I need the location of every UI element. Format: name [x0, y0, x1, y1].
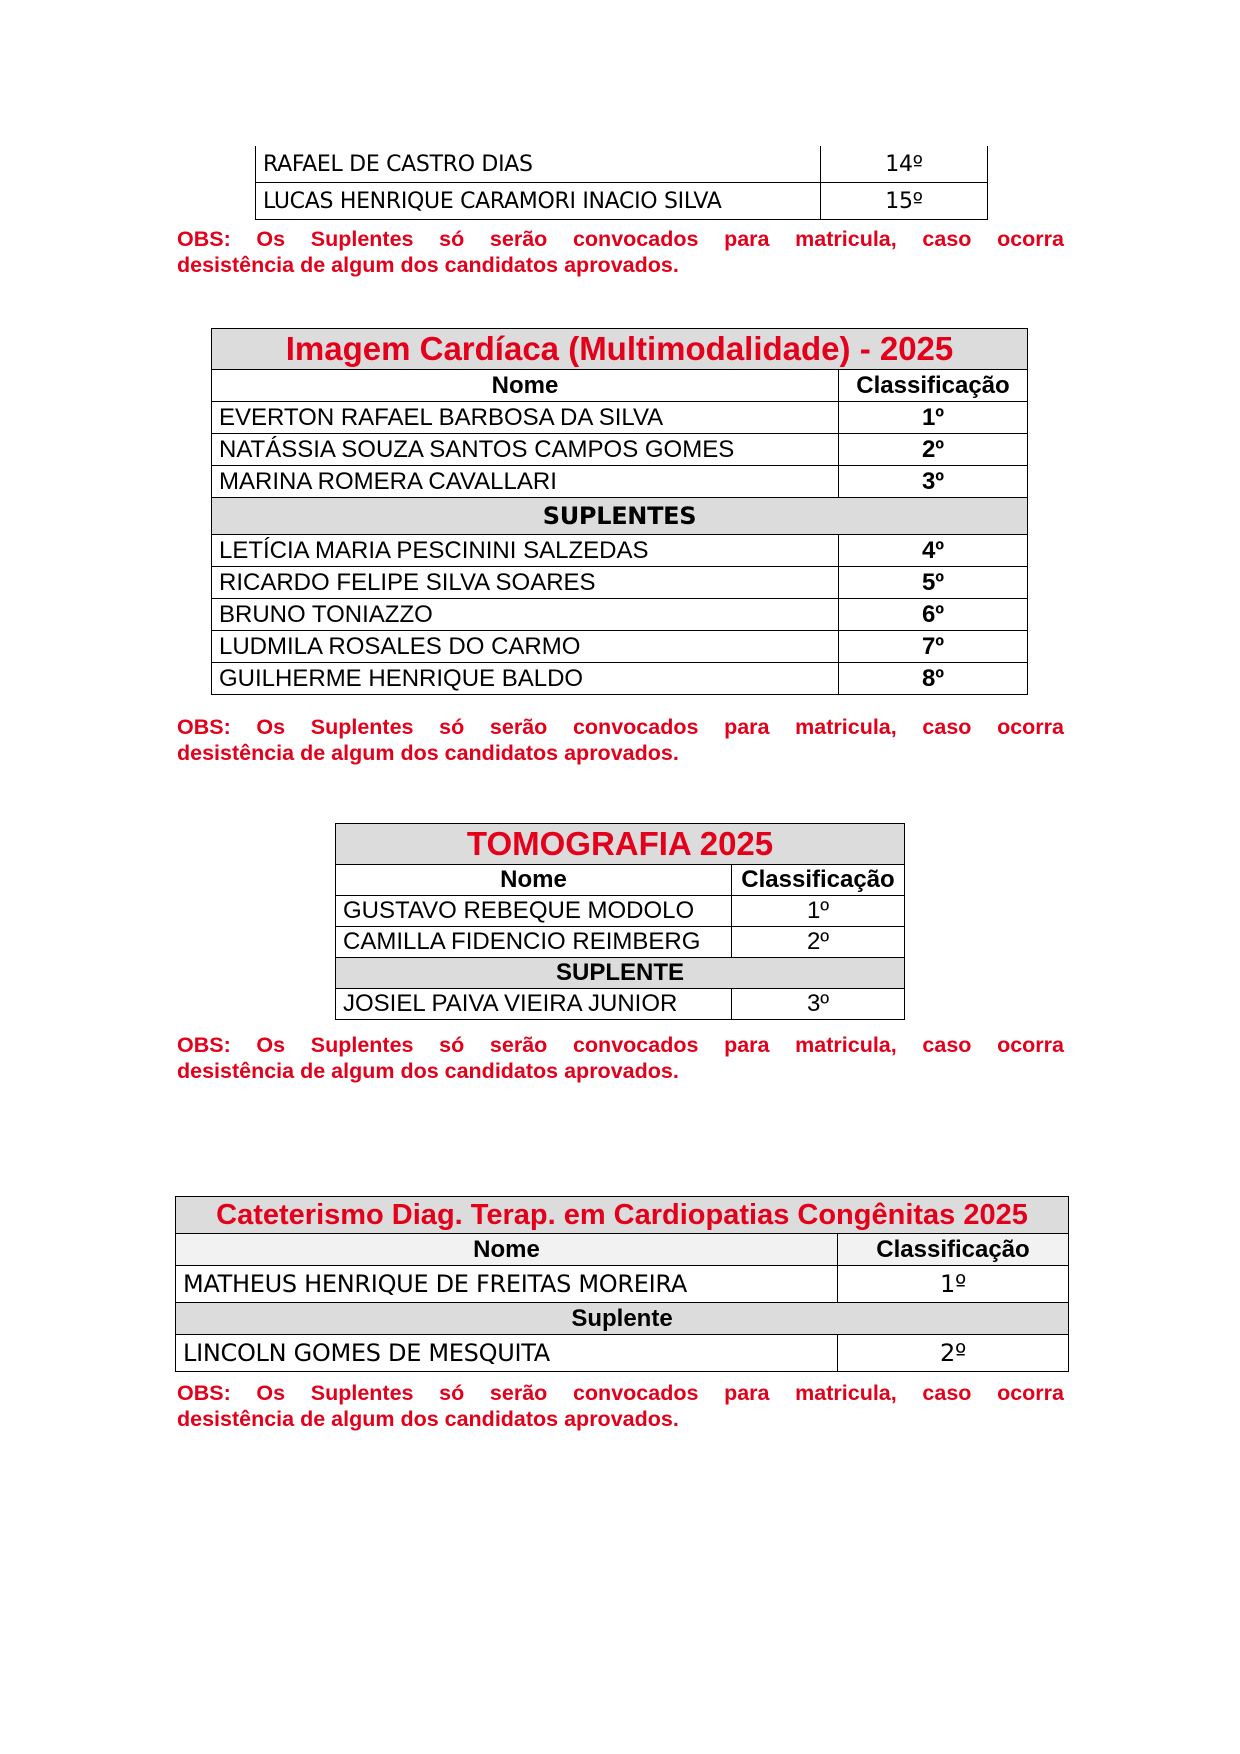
candidate-name: RAFAEL DE CASTRO DIAS: [256, 146, 821, 183]
table-row: [212, 466, 1028, 498]
table-row: [336, 927, 905, 958]
candidate-name: LUCAS HENRIQUE CARAMORI INACIO SILVA: [256, 183, 821, 220]
candidate-rank: 8º: [839, 663, 1028, 695]
candidate-name: GUSTAVO REBEQUE MODOLO: [336, 896, 732, 927]
obs-line-2: desistência de algum dos candidatos aprovados.: [177, 741, 679, 765]
column-header-name: Nome: [212, 370, 839, 402]
table-row: [336, 896, 905, 927]
obs-line-2: desistência de algum dos candidatos aprovados.: [177, 1407, 679, 1431]
candidate-name: NATÁSSIA SOUZA SANTOS CAMPOS GOMES: [212, 434, 839, 466]
candidate-name: MARINA ROMERA CAVALLARI: [212, 466, 839, 498]
table-row: [336, 989, 905, 1020]
column-header-rank: Classificação: [838, 1234, 1069, 1266]
table-header-row: [212, 370, 1028, 402]
obs-line-1: OBS: Os Suplentes só serão convocados para matricula, caso ocorra: [177, 1033, 1064, 1057]
column-header-rank: Classificação: [732, 865, 905, 896]
candidate-name: GUILHERME HENRIQUE BALDO: [212, 663, 839, 695]
candidate-name: LUDMILA ROSALES DO CARMO: [212, 631, 839, 663]
candidate-rank: 2º: [839, 434, 1028, 466]
candidate-name: JOSIEL PAIVA VIEIRA JUNIOR: [336, 989, 732, 1020]
candidate-rank: 1º: [732, 896, 905, 927]
candidate-rank: 5º: [839, 567, 1028, 599]
ranking-table-continuation: [255, 146, 988, 220]
obs-line-2: desistência de algum dos candidatos aprovados.: [177, 253, 679, 277]
column-header-name: Nome: [336, 865, 732, 896]
table-row: [256, 183, 988, 220]
table-header-row: [336, 865, 905, 896]
candidate-name: MATHEUS HENRIQUE DE FREITAS MOREIRA: [176, 1266, 838, 1303]
candidate-name: LETÍCIA MARIA PESCININI SALZEDAS: [212, 535, 839, 567]
table-row: [176, 1335, 1069, 1372]
candidate-rank: 2º: [732, 927, 905, 958]
table-row: [212, 663, 1028, 695]
table-row: [256, 146, 988, 183]
candidate-rank: 3º: [839, 466, 1028, 498]
table-row: [212, 567, 1028, 599]
suplentes-header: SUPLENTE: [336, 958, 905, 989]
table-row: [212, 631, 1028, 663]
candidate-rank: 4º: [839, 535, 1028, 567]
obs-line-1: OBS: Os Suplentes só serão convocados para matricula, caso ocorra: [177, 715, 1064, 739]
table-row: [212, 535, 1028, 567]
obs-line-2: desistência de algum dos candidatos aprovados.: [177, 1059, 679, 1083]
column-header-name: Nome: [176, 1234, 838, 1266]
candidate-rank: 1º: [838, 1266, 1069, 1303]
candidate-rank: 2º: [838, 1335, 1069, 1372]
table-row: [212, 434, 1028, 466]
suplentes-header: Suplente: [176, 1303, 1069, 1335]
obs-line-1: OBS: Os Suplentes só serão convocados para matricula, caso ocorra: [177, 1381, 1064, 1405]
candidate-rank: 6º: [839, 599, 1028, 631]
candidate-name: CAMILLA FIDENCIO REIMBERG: [336, 927, 732, 958]
table-row: [212, 599, 1028, 631]
table-row: [176, 1266, 1069, 1303]
table-title: Imagem Cardíaca (Multimodalidade) - 2025: [212, 329, 1028, 370]
candidate-name: BRUNO TONIAZZO: [212, 599, 839, 631]
candidate-rank: 1º: [839, 402, 1028, 434]
table-header-row: [176, 1234, 1069, 1266]
suplentes-header: SUPLENTES: [212, 498, 1028, 535]
obs-note: [177, 714, 1064, 766]
ranking-table-tomografia: [335, 823, 905, 1020]
candidate-rank: 14º: [821, 146, 988, 183]
candidate-rank: 15º: [821, 183, 988, 220]
table-title: TOMOGRAFIA 2025: [336, 824, 905, 865]
ranking-table-cateterismo: [175, 1196, 1069, 1372]
table-row: [212, 402, 1028, 434]
candidate-rank: 7º: [839, 631, 1028, 663]
obs-line-1: OBS: Os Suplentes só serão convocados para matricula, caso ocorra: [177, 227, 1064, 251]
obs-note: [177, 226, 1064, 278]
candidate-name: EVERTON RAFAEL BARBOSA DA SILVA: [212, 402, 839, 434]
obs-note: [177, 1032, 1064, 1084]
ranking-table-imagem-cardiaca: [211, 328, 1028, 695]
table-title: Cateterismo Diag. Terap. em Cardiopatias Congênitas 2025: [176, 1197, 1069, 1234]
candidate-name: LINCOLN GOMES DE MESQUITA: [176, 1335, 838, 1372]
candidate-name: RICARDO FELIPE SILVA SOARES: [212, 567, 839, 599]
column-header-rank: Classificação: [839, 370, 1028, 402]
candidate-rank: 3º: [732, 989, 905, 1020]
obs-note: [177, 1380, 1064, 1432]
